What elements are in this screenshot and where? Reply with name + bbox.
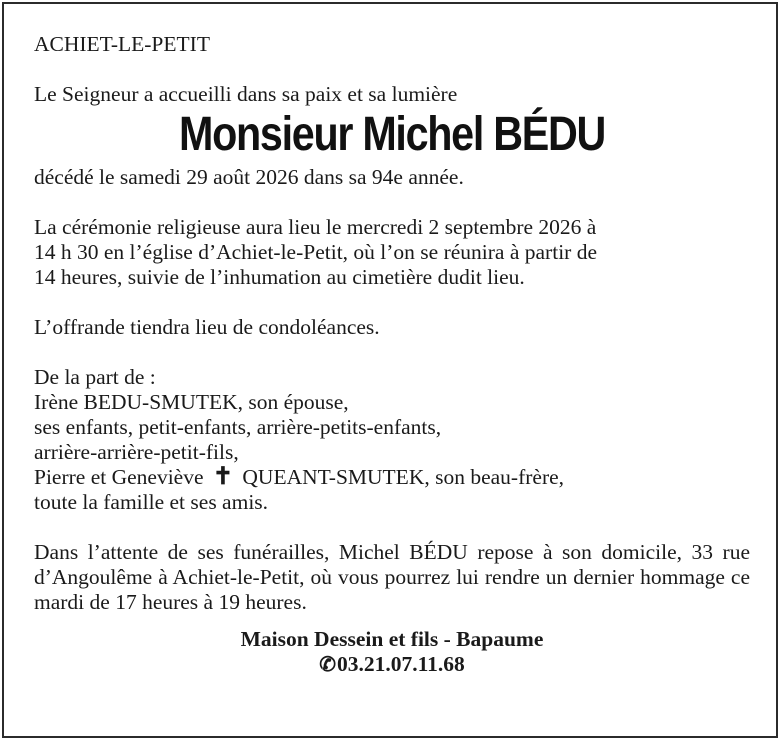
family-brother-in-law-surname: QUEANT-SMUTEK, son beau-frère, [242,465,565,489]
family-intro: De la part de : [34,365,156,389]
offering-text: L’offrande tiendra lieu de condoléances. [34,315,380,339]
ceremony-line-3: 14 heures, suivie de l’inhumation au cimetière dudit lieu. [34,265,525,289]
family-children: ses enfants, petit-enfants, arrière-petits-enfants, [34,415,442,439]
phone-number[interactable]: 03.21.07.11.68 [336,652,465,676]
notice-body [34,32,750,678]
intro-text: Le Seigneur a accueilli dans sa paix et sa lumière [34,82,458,106]
ceremony-line-1: La cérémonie religieuse aura lieu le mercredi 2 septembre 2026 à [34,215,597,239]
ceremony-line-2: 14 h 30 en l’église d’Achiet-le-Petit, où l’on se réunira à partir de [34,240,597,264]
deceased-name: Monsieur Michel BÉDU [178,108,606,161]
funeral-home: Maison Dessein et fils - Bapaume [240,627,544,651]
place-heading: ACHIET-LE-PETIT [34,32,210,56]
phone-line [34,652,750,678]
family-all: toute la famille et ses amis. [34,490,269,514]
obituary-notice [2,2,778,738]
cross-icon: ✝ [212,464,234,490]
death-text: décédé le samedi 29 août 2026 dans sa 94e année. [34,165,464,189]
family-brother-in-law-names: Pierre et Geneviève [34,465,204,489]
rest-paragraph: Dans l’attente de ses funérailles, Michel BÉDU repose à son domicile, 33 rue d’Angoulême à Achiet-le-Petit, où vous pourrez lui rendre un dernier hommage ce mardi de 17 heures à 19 heures. [34,540,750,614]
family-spouse: Irène BEDU-SMUTEK, son épouse, [34,390,349,414]
phone-icon: ✆ [319,654,336,676]
footer [34,627,750,678]
family-great-grandchildren: arrière-arrière-petit-fils, [34,440,239,464]
family-brother-in-law [34,465,750,490]
